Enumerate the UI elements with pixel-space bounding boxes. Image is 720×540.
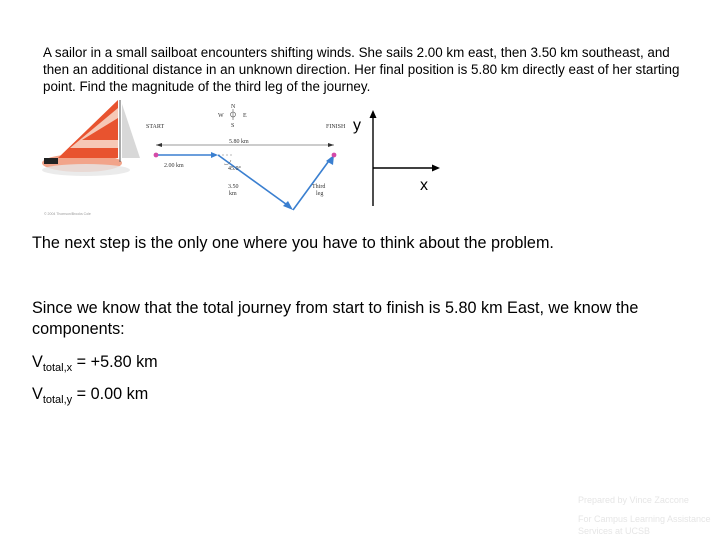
leg1-label: 2.00 km <box>164 163 184 169</box>
compass-s: S <box>231 123 235 129</box>
finish-point <box>332 153 337 158</box>
credit-organization: For Campus Learning Assistance Services at UCSB <box>578 514 711 536</box>
vtotal-x-equation <box>32 352 158 379</box>
leg2-label-line2: km <box>229 191 237 197</box>
x-axis-label: x <box>420 177 428 194</box>
vtotal-x-symbol: V <box>32 353 43 371</box>
xy-axes <box>350 110 440 210</box>
vtotal-y-subscript: total,y <box>42 394 73 406</box>
components-intro-text: Since we know that the total journey from start to finish is 5.80 km East, we know the components: <box>32 299 639 338</box>
start-point <box>154 153 159 158</box>
sailboat-diagram <box>36 100 354 222</box>
leg2-vector <box>218 155 290 207</box>
y-axis-label: y <box>353 117 361 134</box>
leg3-label-line1: Third <box>312 184 326 190</box>
compass-w: W <box>218 113 224 119</box>
finish-label: FINISH <box>326 124 346 130</box>
leg3-label-line2: leg <box>316 191 324 197</box>
copyright-text: © 2004 Thomson/Brooks Cole <box>44 212 91 216</box>
boat-tiller <box>44 158 58 164</box>
compass-e: E <box>243 113 247 119</box>
boat-wake <box>42 164 130 176</box>
total-distance-label: 5.80 km <box>229 139 249 145</box>
start-label: START <box>146 124 165 130</box>
vtotal-y-equation <box>32 384 148 411</box>
compass-n: N <box>231 104 236 110</box>
credit-author: Prepared by Vince Zaccone <box>578 495 689 505</box>
compass-rose <box>218 104 247 129</box>
vtotal-y-symbol: V <box>32 385 43 403</box>
vtotal-y-value: = 0.00 km <box>72 385 149 403</box>
problem-statement: A sailor in a small sailboat encounters shifting winds. She sails 2.00 km east, then 3.50 km southeast, and then an additional distance in an unknown direction. Her final position is 5.80 km directly east of her starting point. Find the magnitude of the third leg of the journey. <box>43 45 680 94</box>
vtotal-x-subscript: total,x <box>42 362 73 374</box>
leg2-label-line1: 3.50 <box>228 184 239 190</box>
vtotal-x-value: = +5.80 km <box>72 353 158 371</box>
angle-label: 45.0° <box>228 166 241 172</box>
next-step-text: The next step is the only one where you have to think about the problem. <box>32 234 554 252</box>
